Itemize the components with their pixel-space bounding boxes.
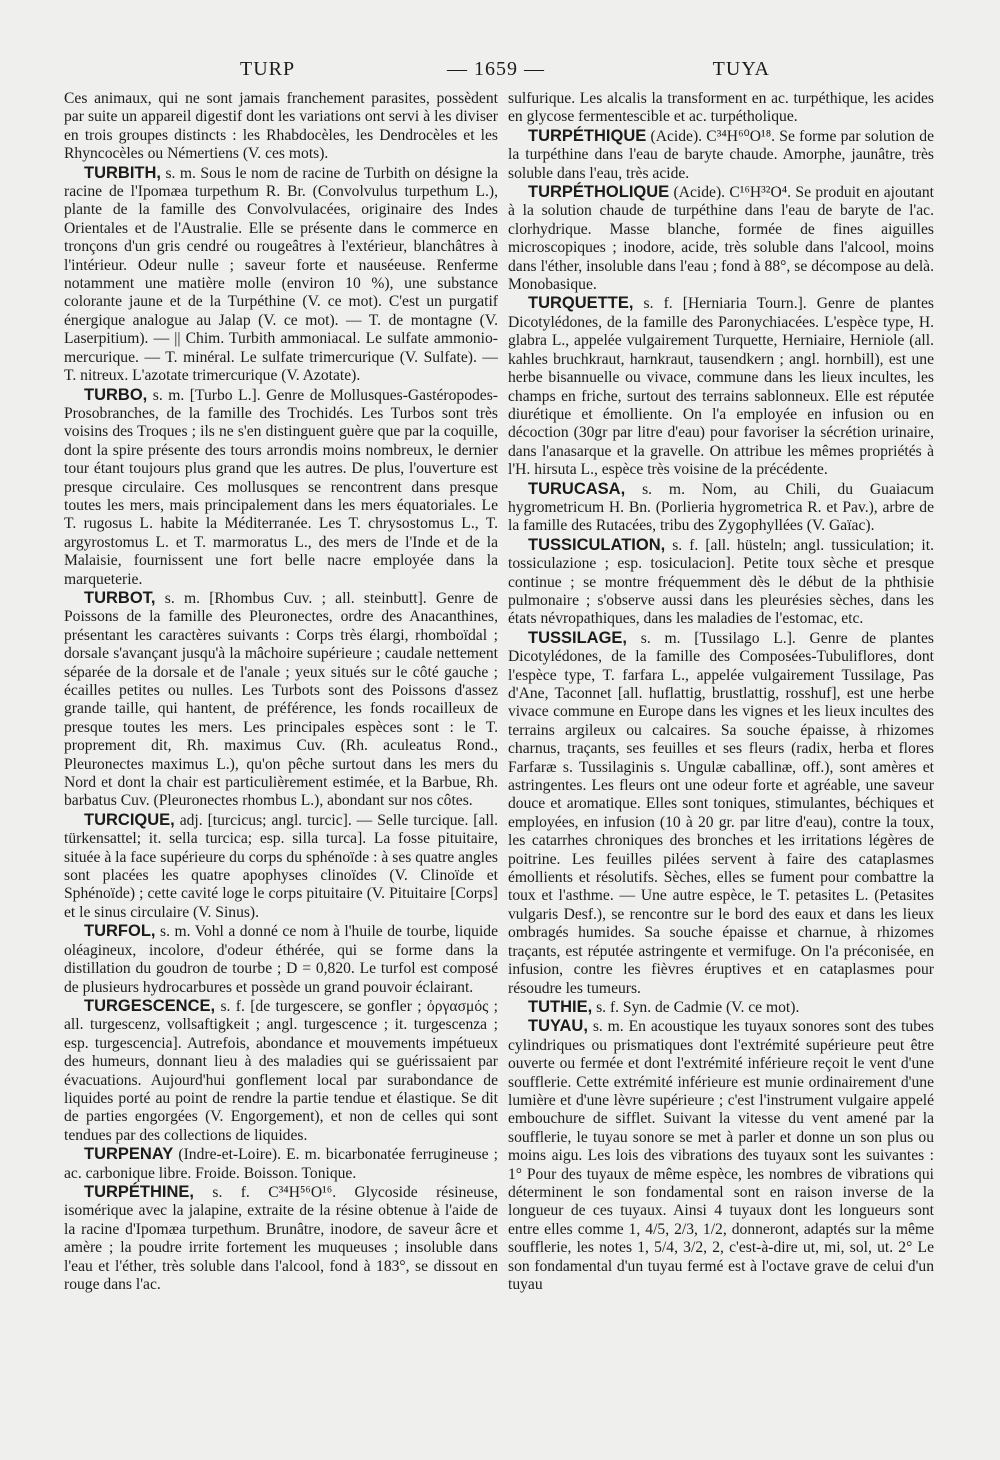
dictionary-entry [508, 127, 934, 183]
running-header [64, 58, 928, 88]
entry-text: s. m. [Tussilago L.]. Genre de plantes Dicotylédones, de la famille des Composées-Tubuliflores, dont l'espèce type, T. farfara L., appelée vulgairement Tussilage, Pas d'Ane, Taconnet [all. huflattig, brustlattig, rosshuf], est une herbe vivace commune en Europe dans les vignes et les lieux incultes des terrains argileux ou calcaires. Sa souche épaisse, à rhizomes charnus, traçants, ses feuilles et ses fleurs (radix, herba et flores Farfaræ s. Tussilaginis s. Ungulæ caballinæ, off.), sont amères et astringentes. Les fleurs ont une odeur forte et agréable, une saveur douce et aromatique. Elles sont toniques, stimulantes, béchiques et employées, en infusion (10 à 20 gr. par litre d'eau), contre la toux, les catarrhes chroniques des bronches et les irritations légères de poitrine. Les feuilles pilées servent à faire des cataplasmes émollients et résolutifs. Sèches, elles se fument pour combattre la toux et l'asthme. — Une autre espèce, le T. petasites L. (Petasites vulgaris Desf.), se rencontre sur le bord des eaux et dans les lieux ombragés humides. Sa souche épaisse et charnue, à rhizomes traçants, est réputée astringente et vermifuge. On l'a préconisée, en infusion, contre les fièvres éruptives et en cataplasmes pour résoudre les tumeurs. [508, 629, 934, 997]
dictionary-entry [64, 811, 498, 922]
dictionary-entry [508, 629, 934, 998]
entry-headword: TURQUETTE, [528, 294, 634, 313]
entry-text: s. f. [Herniaria Tourn.]. Genre de plantes Dicotylédones, de la famille des Paronychiacées. L'espèce type, H. glabra L., appelée vulgairement Turquette, Herniaire, Herniole (all. kahles bruchkraut, harnkraut, tausendkern ; angl. hornbill), est une herbe bisannuelle ou vivace, commune dans les lieux incultes, les champs en friche, surtout des terrains sablonneux. Elle est réputée diurétique et émolliente. On l'a employée en infusion ou en décoction (30gr par litre d'eau) pour favoriser la sécrétion urinaire, dans l'anasarque et la gravelle. On attribue les mêmes propriétés à l'H. hirsuta L., espèce très voisine de la précédente. [508, 295, 934, 479]
dictionary-entry [64, 1183, 498, 1294]
entry-headword: TURUCASA, [528, 479, 626, 498]
dictionary-entry [64, 997, 498, 1145]
entry-headword: TURPÉTHOLIQUE [528, 183, 670, 202]
dictionary-entry [508, 90, 934, 127]
entry-text: Ces animaux, qui ne sont jamais franchement parasites, possèdent par suite un appareil digestif dont les variations ont servi à les diviser en trois groupes distincts : les Rhabdocèles, les Dendrocèles et les Rhyncocèles ou Némertiens (V. ces mots). [64, 90, 498, 163]
header-right-guideword: TUYA [712, 58, 770, 80]
dictionary-entry [508, 1017, 934, 1294]
dictionary-entry [508, 480, 934, 536]
dictionary-entry [64, 922, 498, 997]
entry-headword: TURBITH, [84, 163, 161, 182]
entry-text: s. m. Nom, au Chili, du Guaiacum hygrometricum H. Bn. (Porlieria hygrometrica R. et Pav.), arbre de la famille des Rutacées, tribu des Zygophyllées (V. Gaïac). [508, 480, 934, 535]
entry-headword: TUYAU, [528, 1017, 588, 1036]
entry-headword: TURCIQUE, [84, 810, 175, 829]
dictionary-entry [64, 1145, 498, 1183]
right-column [508, 90, 934, 1410]
entry-headword: TUSSICULATION, [528, 535, 666, 554]
dictionary-entry [508, 998, 934, 1017]
entry-text: (Indre-et-Loire). E. m. bicarbonatée ferrugineuse ; ac. carbonique libre. Froide. Boisson. Tonique. [64, 1146, 498, 1182]
entry-text: s. m. En acoustique les tuyaux sonores sont des tubes cylindriques ou prismatiques dont l'extrémité supérieure peut être ouverte ou fermée et dont l'extrémité inférieure reçoit le vent d'une soufflerie. Cette extrémité inférieure est munie ordinairement d'une lumière et d'une lèvre supérieure ; c'est l'instrument vulgaire appelé embouchure de sifflet. Suivant la vitesse du vent amené par la soufflerie, le tuyau sonore se met à parler et donne un son plus ou moins aigu. Les lois des vibrations des tuyaux sont les suivantes : 1° Pour des tuyaux de même espèce, les nombres de vibrations qui déterminent le son fondamental sont en raison inverse de la longueur de ces tuyaux. Ainsi 4 tuyaux dont les longueurs sont entre elles comme 1, 4/5, 2/3, 1/2, donneront, adaptés sur la même soufflerie, les notes 1, 5/4, 3/2, 2, c'est-à-dire ut, mi, sol, ut. 2° Le son fondamental d'un tuyau fermé est à l'octave grave de celui d'un tuyau [508, 1018, 934, 1293]
entry-headword: TUTHIE, [528, 997, 593, 1016]
left-column [64, 90, 498, 1410]
entry-text: (Acide). C³⁴H⁶⁰O¹⁸. Se forme par solution de la turpéthine dans l'eau de baryte chaude. Amorphe, jaunâtre, très soluble dans l'eau, très acide. [508, 127, 934, 182]
entry-headword: TURBO, [84, 385, 148, 404]
dictionary-entry [64, 90, 498, 164]
entry-text: s. f. [de turgescere, se gonfler ; ὀργασμός ; all. turgescenz, vollsaftigkeit ; angl. turgescence ; it. turgescenza ; esp. turgescencia]. Autrefois, abondance et mouvements impétueux des humeurs, donnant lieu à des maladies qui se guérissaient par évacuations. Aujourd'hui gonflement local par surabondance de liquides porté au point de rendre la partie tendue et élastique. Se dit de parties engorgées (V. Engorgement), et non de celles qui sont tendues par des collections de liquides. [64, 997, 498, 1144]
entry-text: sulfurique. Les alcalis la transforment en ac. turpéthique, les acides en glycose fermentescible et ac. turpétholique. [508, 90, 934, 126]
entry-headword: TUSSILAGE, [528, 628, 628, 647]
page-number: — 1659 — [447, 58, 545, 80]
entry-headword: TURPÉTHINE, [84, 1182, 195, 1201]
entry-headword: TURBOT, [84, 588, 156, 607]
dictionary-entry [64, 386, 498, 589]
entry-text: s. m. Sous le nom de racine de Turbith on désigne la racine de l'Ipomæa turpethum R. Br. (Convolvulus turpethum L.), plante de la famille des Convolvulacées, originaire des Indes Orientales et de l'Australie. Elle se présente dans le commerce en tronçons d'un gris cendré ou rougeâtres à l'extérieur, blanchâtres à l'intérieur. Odeur nulle ; saveur forte et nauséeuse. Renferme notamment une matière molle (environ 10 %), une substance colorante jaune et de la Turpéthine (V. ce mot). C'est un purgatif énergique analogue au Jalap (V. ce mot). — T. de montagne (V. Laserpitium). — || Chim. Turbith ammoniacal. Le sulfate ammonio-mercurique. — T. minéral. Le sulfate trimercurique (V. Sulfate). — T. nitreux. L'azotate trimercurique (V. Azotate). [64, 164, 498, 385]
header-left-guideword: TURP [240, 58, 296, 80]
entry-text: s. m. [Rhombus Cuv. ; all. steinbutt]. Genre de Poissons de la famille des Pleuronectes, ordre des Anacanthines, présentant les caractères suivants : Corps très élargi, rhomboïdal ; dorsale s'avançant jusqu'à la mâchoire supérieure ; caudale nettement séparée de la dorsale et de l'anale ; yeux situés sur le côté gauche ; écailles petites ou nulles. Les Turbots sont des Poissons d'assez grande taille, qui hantent, de préférence, les fonds rocailleux de presque toutes les mers. Les principales espèces sont : le T. proprement dit, Rh. maximus Cuv. (Rh. aculeatus Rond., Pleuronectes maximus L.), qu'on pêche surtout dans les mers du Nord et dont la chair est particulièrement estimée, et la Barbue, Rh. barbatus Cuv. (Pleuronectes rhombus L.), abondant sur nos côtes. [64, 589, 498, 810]
entry-text: s. f. [all. hüsteln; angl. tussiculation; it. tossiculazione ; esp. tosiculacion]. Petite toux sèche et presque continue ; se montre fréquemment dès le début de la phthisie pulmonaire ; s'observe aussi dans les pleurésies sèches, dans les états névropathiques, dans les maladies de l'estomac, etc. [508, 536, 934, 628]
dictionary-entry [508, 536, 934, 629]
entry-text: s. f. C³⁴H⁵⁶O¹⁶. Glycoside résineuse, isomérique avec la jalapine, extraite de la résine obtenue à l'aide de la racine d'Ipomæa turpethum. Brunâtre, inodore, de saveur âcre et amère ; la poudre irrite fortement les muqueuses ; insoluble dans l'eau et l'éther, très soluble dans l'alcool, fond à 183°, se dissout en rouge dans l'ac. [64, 1183, 498, 1293]
entry-text: s. m. [Turbo L.]. Genre de Mollusques-Gastéropodes-Prosobranches, de la famille des Trochidés. Les Turbos sont très voisins des Troques ; ils ne s'en distinguent guère que par la coquille, dont la spire présente des tours arrondis moins nombreux, le dernier tour étant toujours plus grand que les autres. De plus, l'ouverture est presque circulaire. Ces mollusques se rencontrent dans presque toutes les mers, mais principalement dans les mers équatoriales. Le T. rugosus L. habite la Méditerranée. Les T. chrysostomus L., T. argyrostomus L. et T. marmoratus L., des mers de l'Inde et de la Malaisie, fournissent une fort belle nacre employée dans la marqueterie. [64, 386, 498, 588]
entry-headword: TURPÉTHIQUE [528, 126, 647, 145]
entry-headword: TURFOL, [84, 922, 156, 941]
entry-text: adj. [turcicus; angl. turcic]. — Selle turcique. [all. türkensattel; it. sella turcica; esp. silla turca]. La fosse pituitaire, située à la face supérieure du corps du sphénoïde : à ses quatre angles sont placées les quatre apophyses clinoïdes (V. Clinoïde et Sphénoïde) ; cette cavité loge le corps pituitaire (V. Pituitaire [Corps] et le sinus circulaire (V. Sinus). [64, 811, 498, 921]
dictionary-entry [64, 164, 498, 386]
entry-headword: TURGESCENCE, [84, 996, 216, 1015]
entry-text: (Acide). C¹⁶H³²O⁴. Se produit en ajoutant à la solution chaude de turpéthine dans l'eau de baryte de l'ac. clorhydrique. Masse blanche, formée de fines aiguilles microscopiques ; inodore, acide, très soluble dans l'alcool, moins dans l'éther, insoluble dans l'eau ; fond à 88°, se décompose au delà. Monobasique. [508, 184, 934, 294]
dictionary-entry [508, 183, 934, 294]
dictionary-entry [508, 294, 934, 479]
entry-headword: TURPENAY [84, 1145, 174, 1164]
entry-text: s. f. Syn. de Cadmie (V. ce mot). [596, 998, 800, 1016]
entry-text: s. m. Vohl a donné ce nom à l'huile de tourbe, liquide oléagineux, incolore, d'odeur éthérée, qui se forme dans la distillation du goudron de tourbe ; D = 0,820. Le turfol est composé de plusieurs hydrocarbures et possède un grand pouvoir éclairant. [64, 923, 498, 996]
dictionary-entry [64, 589, 498, 811]
